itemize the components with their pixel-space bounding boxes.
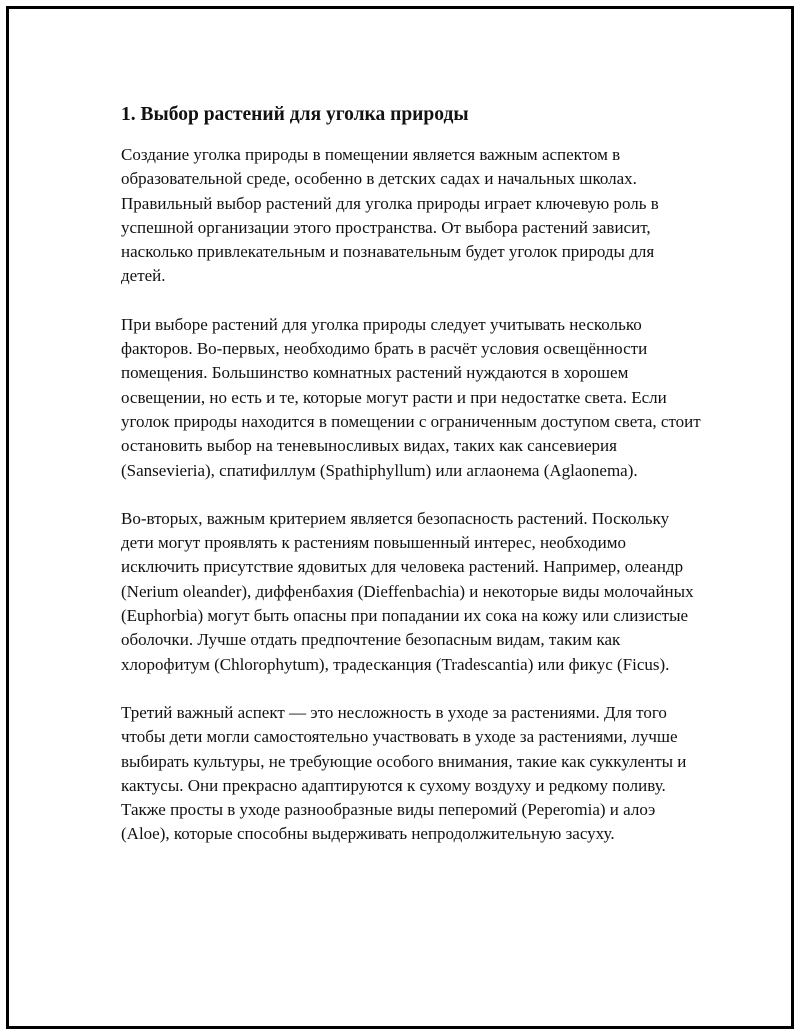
page-frame xyxy=(6,6,794,1029)
paragraph-care: Третий важный аспект — это несложность в уходе за растениями. Для того чтобы дети могли самостоятельно участвовать в уходе за растениями, лучше выбирать культуры, не требующие особого внимания, такие как суккуленты и кактусы. Они прекрасно адаптируются к сухому воздуху и редкому поливу. Также просты в уходе разнообразные виды пеперомий (Peperomia) и алоэ (Aloe), которые способны выдерживать непродолжительную засуху. xyxy=(121,702,687,844)
paragraph-safety: Во-вторых, важным критерием является безопасность растений. Поскольку дети могут проявлять к растениям повышенный интерес, необходимо исключить присутствие ядовитых для человека растений. Например, олеандр (Nerium oleander), диффенбахия (Dieffenbachia) и некоторые виды молочайных (Euphorbia) могут быть опасны при попадании их сока на кожу или слизистые оболочки. Лучше отдать предпочтение безопасным видам, таким как хлорофитум (Chlorophytum), традесканция (Tradescantia) или фикус (Ficus). xyxy=(121,508,694,674)
document-body xyxy=(121,97,701,847)
section-heading: 1. Выбор растений для уголка природы xyxy=(121,104,469,125)
paragraph-intro: Создание уголка природы в помещении является важным аспектом в образовательной среде, особенно в детских садах и начальных школах. Правильный выбор растений для уголка природы играет ключевую роль в успешной организации этого пространства. От выбора растений зависит, насколько привлекательным и познавательным будет уголок природы для детей. xyxy=(121,145,659,286)
paragraph-lighting: При выборе растений для уголка природы следует учитывать несколько факторов. Во-первых, необходимо брать в расчёт условия освещённости помещения. Большинство комнатных растений нуждаются в хорошем освещении, но есть и те, которые могут расти и при недостатке света. Если уголок природы находится в помещении с ограниченным доступом света, стоит остановить выбор на теневыносливых видах, таких как сансевиерия (Sansevieria), спатифиллум (Spathiphyllum) или аглаонема (Aglaonema). xyxy=(121,314,701,480)
